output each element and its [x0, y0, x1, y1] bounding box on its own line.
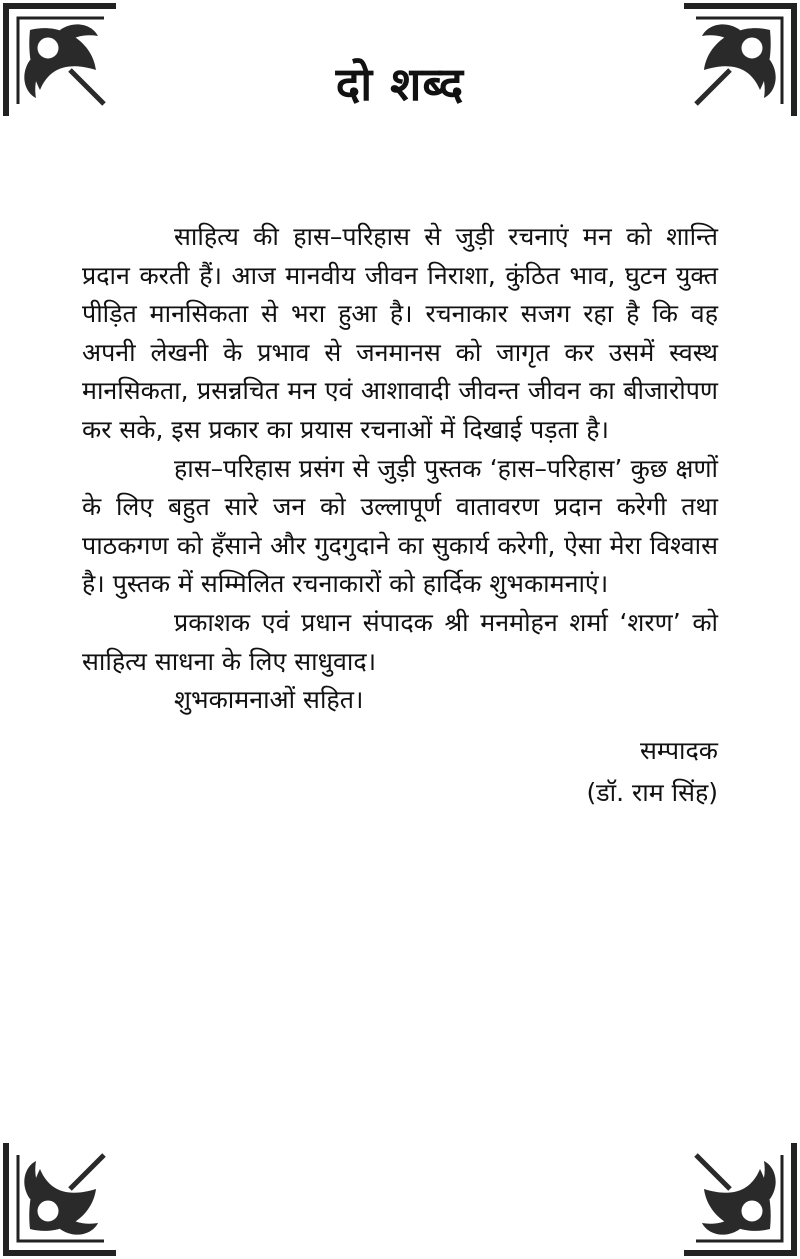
corner-ornament-icon	[682, 1141, 800, 1259]
page-title: दो शब्द	[335, 57, 465, 111]
paragraph-3: प्रकाशक एवं प्रधान संपादक श्री मनमोहन शर्मा ‘शरण’ को साहित्य साधना के लिए साधुवाद।	[82, 607, 718, 676]
paragraph-1: साहित्य की हास–परिहास से जुड़ी रचनाएं मन को शान्ति प्रदान करती हैं। आज मानवीय जीवन निराशा, कुंठित भाव, घुटन युक्त पीड़ित मानसिकता से भरा हुआ है। रचनाकार सजग रहा है कि वह अपनी लेखनी के प्रभाव से जनमानस को जागृत कर उसमें स्वस्थ मानसिकता, प्रसन्नचित मन एवं आशावादी जीवन्त जीवन का बीजारोपण कर सके, इस प्रकार का प्रयास रचनाओं में दिखाई पड़ता है।	[82, 222, 718, 444]
signature-block	[82, 730, 718, 814]
paragraph-4: शुभकामनाओं सहित।	[174, 685, 364, 715]
signature-name: (डॉ. राम सिंह)	[586, 777, 718, 807]
paragraph-2: हास–परिहास प्रसंग से जुड़ी पुस्तक ‘हास–परिहास’ कुछ क्षणों के लिए बहुत सारे जन को उल्लापूर्ण वातावरण प्रदान करेगी तथा पाठकगण को हँसाने और गुदगुदाने का सुकार्य करेगी, ऐसा मेरा विश्वास है। पुस्तक में सम्मिलित रचनाकारों को हार्दिक शुभकामनाएं।	[82, 453, 718, 599]
corner-ornament-icon	[0, 1141, 118, 1259]
signature-role: सम्पादक	[639, 735, 718, 765]
body-text	[82, 218, 718, 814]
